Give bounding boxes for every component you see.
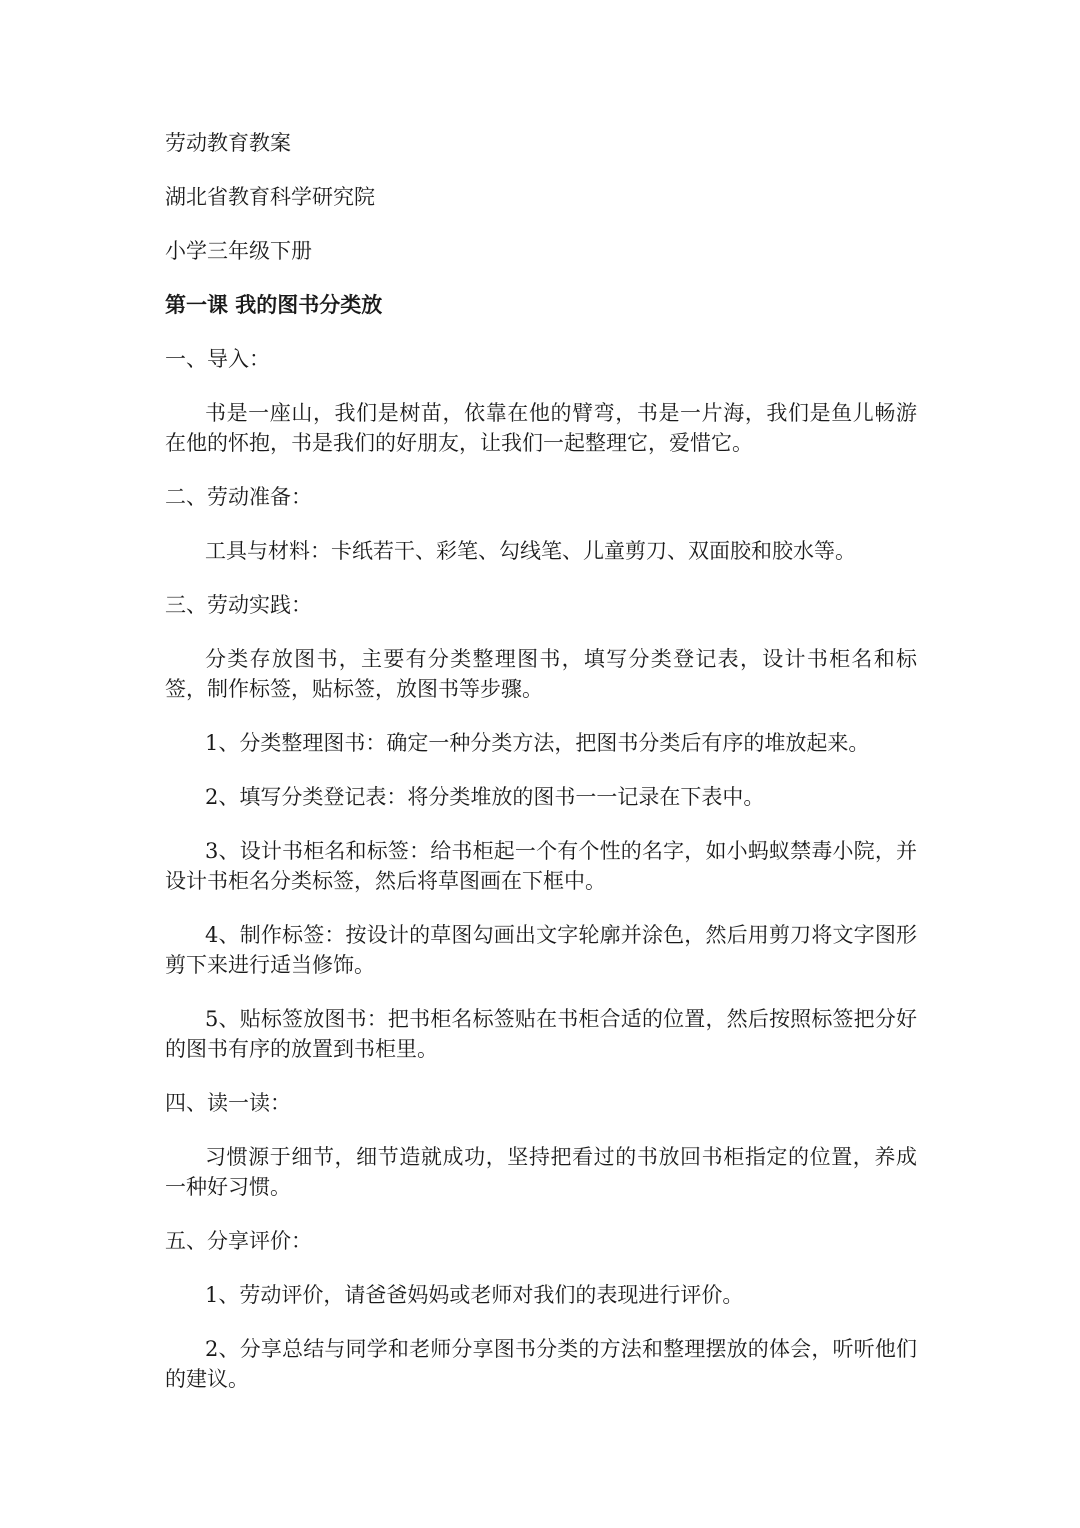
- section-heading-intro: 一、导入：: [165, 347, 270, 371]
- section-heading-preparation: 二、劳动准备：: [165, 485, 312, 509]
- section-heading-evaluation: 五、分享评价：: [165, 1229, 312, 1253]
- intro-paragraph: 书是一座山，我们是树苗，依靠在他的臂弯，书是一片海，我们是鱼儿畅游在他的怀抱，书是我们的好朋友，让我们一起整理它，爱惜它。: [165, 401, 917, 455]
- practice-step-2: 2、填写分类登记表：将分类堆放的图书一一记录在下表中。: [205, 785, 765, 809]
- doc-grade: 小学三年级下册: [165, 239, 312, 263]
- practice-step-5: 5、贴标签放图书：把书柜名标签贴在书柜合适的位置，然后按照标签把分好的图书有序的放置到书柜里。: [165, 1007, 917, 1061]
- doc-publisher: 湖北省教育科学研究院: [165, 185, 375, 209]
- document-page: [165, 128, 917, 1394]
- evaluation-step-1: 1、劳动评价，请爸爸妈妈或老师对我们的表现进行评价。: [205, 1283, 744, 1307]
- doc-title: 劳动教育教案: [165, 131, 291, 155]
- practice-step-4: 4、制作标签：按设计的草图勾画出文字轮廓并涂色，然后用剪刀将文字图形剪下来进行适当修饰。: [165, 923, 917, 977]
- reading-paragraph: 习惯源于细节，细节造就成功，坚持把看过的书放回书柜指定的位置，养成一种好习惯。: [165, 1145, 917, 1199]
- practice-step-3: 3、设计书柜名和标签：给书柜起一个有个性的名字，如小蚂蚁禁毒小院，并设计书柜名分类标签，然后将草图画在下框中。: [165, 839, 917, 893]
- lesson-title: 第一课 我的图书分类放: [165, 292, 383, 317]
- section-heading-reading: 四、读一读：: [165, 1091, 291, 1115]
- preparation-paragraph: 工具与材料：卡纸若干、彩笔、勾线笔、儿童剪刀、双面胶和胶水等。: [205, 539, 856, 563]
- evaluation-step-2: 2、分享总结与同学和老师分享图书分类的方法和整理摆放的体会，听听他们的建议。: [165, 1337, 917, 1391]
- section-heading-practice: 三、劳动实践：: [165, 593, 312, 617]
- practice-paragraph: 分类存放图书，主要有分类整理图书，填写分类登记表，设计书柜名和标签，制作标签，贴标签，放图书等步骤。: [165, 647, 917, 701]
- practice-step-1: 1、分类整理图书：确定一种分类方法，把图书分类后有序的堆放起来。: [205, 731, 870, 755]
